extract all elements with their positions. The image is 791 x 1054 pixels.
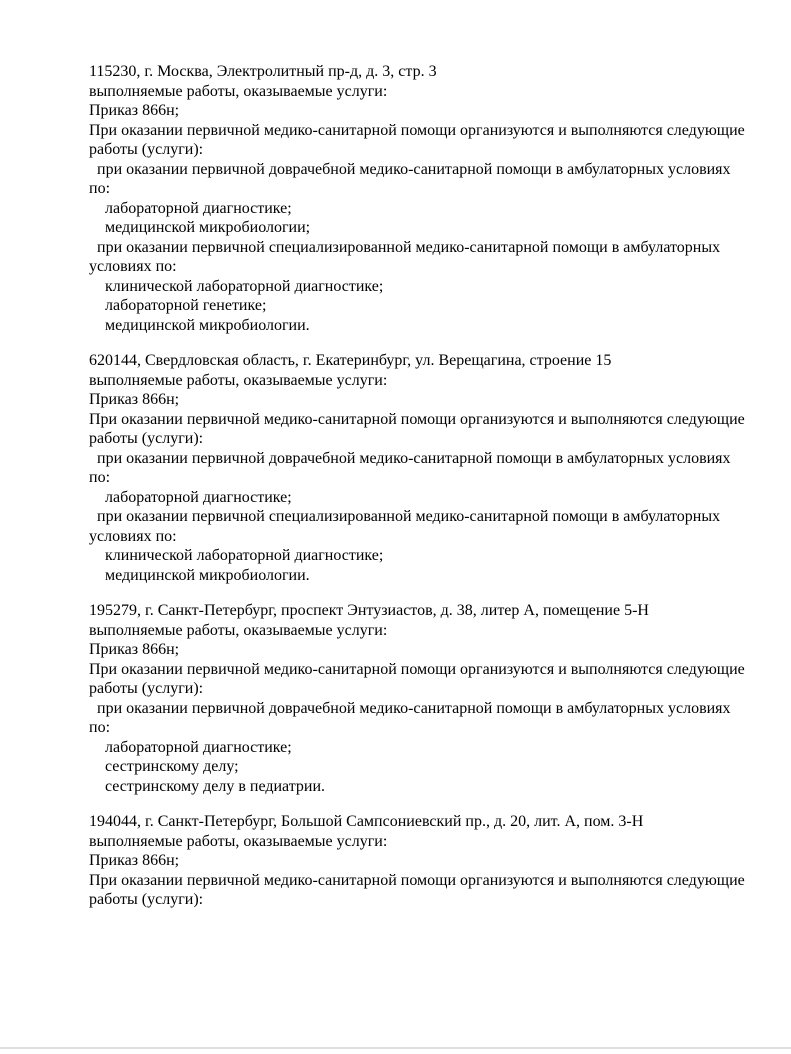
text-line: по:: [89, 469, 111, 486]
address-section: [89, 601, 769, 796]
text-line: лабораторной диагностике;: [89, 199, 292, 217]
text-line: лабораторной диагностике;: [89, 738, 292, 756]
text-line: Приказ 866н;: [89, 102, 180, 119]
text-line: условиях по:: [89, 258, 177, 275]
text-line: При оказании первичной медико-санитарной помощи организуются и выполняются следующие: [89, 871, 745, 889]
text-line: При оказании первичной медико-санитарной помощи организуются и выполняются следующие: [89, 660, 745, 678]
text-line: при оказании первичной доврачебной медико-санитарной помощи в амбулаторных условиях: [89, 449, 731, 467]
text-line: при оказании первичной специализированной медико-санитарной помощи в амбулаторных: [89, 238, 721, 256]
text-line: выполняемые работы, оказываемые услуги:: [89, 82, 388, 100]
address-section: [89, 62, 769, 335]
text-line: сестринскому делу в педиатрии.: [89, 777, 326, 795]
text-line: при оказании первичной специализированной медико-санитарной помощи в амбулаторных: [89, 508, 721, 525]
text-line: лабораторной генетике;: [89, 297, 267, 314]
address-line: 194044, г. Санкт-Петербург, Большой Сампсониевский пр., д. 20, лит. А, пом. 3-Н: [89, 813, 644, 830]
bottom-divider: [0, 1047, 791, 1049]
text-line: При оказании первичной медико-санитарной помощи организуются и выполняются следующие: [89, 410, 745, 428]
text-line: работы (услуги):: [89, 430, 204, 447]
text-line: медицинской микробиологии.: [89, 566, 310, 584]
text-line: выполняемые работы, оказываемые услуги:: [89, 621, 388, 639]
text-line: выполняемые работы, оказываемые услуги:: [89, 832, 388, 850]
text-line: медицинской микробиологии;: [89, 219, 311, 236]
text-line: при оказании первичной доврачебной медико-санитарной помощи в амбулаторных условиях: [89, 160, 731, 178]
text-line: клинической лабораторной диагностике;: [89, 277, 384, 295]
text-line: Приказ 866н;: [89, 852, 180, 869]
text-line: клинической лабораторной диагностике;: [89, 547, 384, 564]
text-line: работы (услуги):: [89, 891, 204, 908]
text-line: лабораторной диагностике;: [89, 488, 292, 506]
text-line: по:: [89, 719, 111, 736]
address-line: 620144, Свердловская область, г. Екатеринбург, ул. Верещагина, строение 15: [89, 352, 612, 369]
text-line: Приказ 866н;: [89, 641, 180, 658]
text-line: работы (услуги):: [89, 680, 204, 697]
text-line: При оказании первичной медико-санитарной помощи организуются и выполняются следующие: [89, 121, 745, 139]
text-line: работы (услуги):: [89, 141, 204, 158]
text-line: условиях по:: [89, 527, 177, 545]
text-line: медицинской микробиологии.: [89, 316, 310, 334]
text-line: выполняемые работы, оказываемые услуги:: [89, 371, 388, 389]
text-line: при оказании первичной доврачебной медико-санитарной помощи в амбулаторных условиях: [89, 699, 731, 717]
text-line: Приказ 866н;: [89, 391, 180, 408]
text-line: по:: [89, 180, 111, 197]
address-line: 115230, г. Москва, Электролитный пр-д, д. 3, стр. 3: [89, 63, 437, 80]
address-section: [89, 351, 769, 585]
license-works-list: [89, 62, 769, 910]
address-section: [89, 812, 769, 910]
address-line: 195279, г. Санкт-Петербург, проспект Энтузиастов, д. 38, литер А, помещение 5-Н: [89, 602, 649, 619]
text-line: сестринскому делу;: [89, 758, 239, 775]
